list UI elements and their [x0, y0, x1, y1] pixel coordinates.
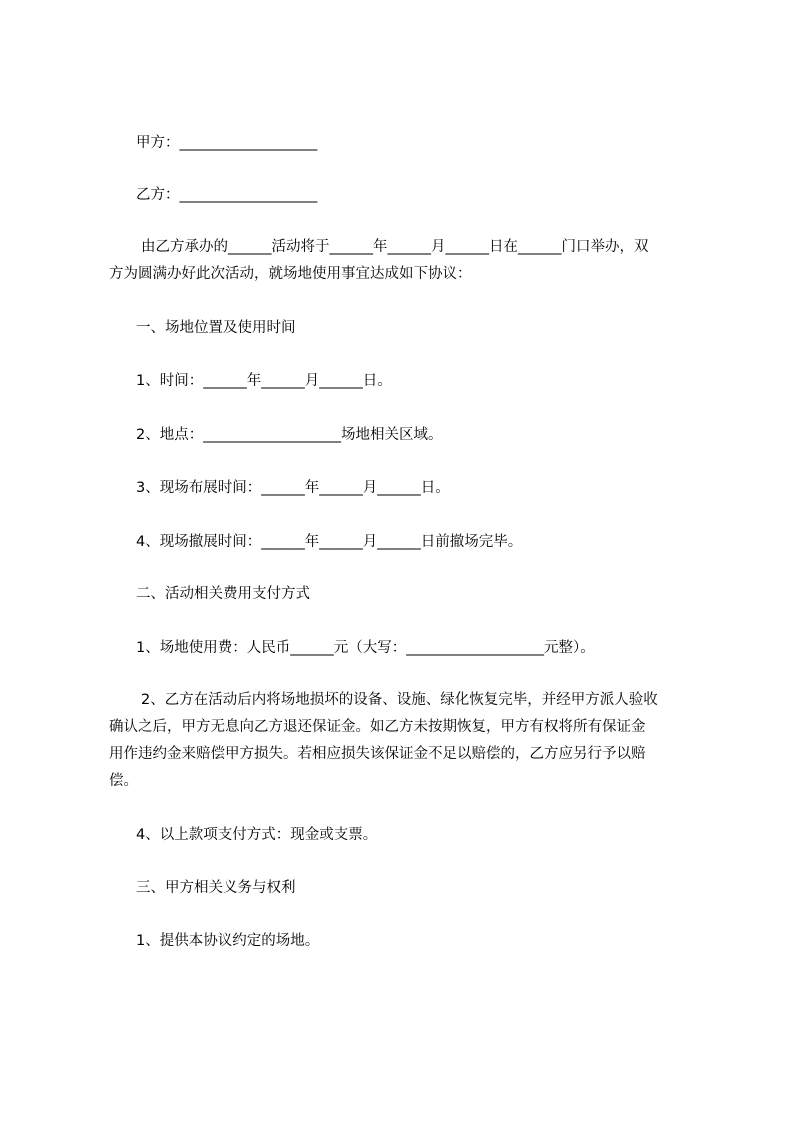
section2-item2-line1: 2、乙方在活动后内将场地损坏的设备、设施、绿化恢复完毕，并经甲方派人验收 — [141, 692, 658, 708]
section1-item3: 3、现场布展时间：______年______月______日。 — [136, 480, 450, 496]
section1-item2: 2、地点：___________________场地相关区域。 — [136, 427, 443, 443]
section2-item1: 1、场地使用费：人民币______元（大写：___________________元整）。 — [136, 640, 595, 656]
intro-line-1: 由乙方承办的______活动将于______年______月______日在______门口举办，双 — [141, 239, 649, 255]
section1-heading: 一、场地位置及使用时间 — [136, 320, 296, 336]
section3-heading: 三、甲方相关义务与权利 — [136, 880, 296, 896]
section1-item1: 1、时间：______年______月______日。 — [136, 373, 392, 389]
section3-item1: 1、提供本协议约定的场地。 — [136, 933, 320, 949]
section2-heading: 二、活动相关费用支付方式 — [136, 586, 310, 602]
section2-item4: 4、以上款项支付方式：现金或支票。 — [136, 827, 378, 843]
party-a-line: 甲方：___________________ — [136, 135, 318, 151]
section2-item2-line2: 确认之后，甲方无息向乙方退还保证金。如乙方未按期恢复，甲方有权将所有保证金 — [109, 719, 646, 735]
section1-item4: 4、现场撤展时间：______年______月______日前撤场完毕。 — [136, 534, 523, 550]
party-b-line: 乙方：___________________ — [136, 187, 318, 203]
section2-item2-line3: 用作违约金来赔偿甲方损失。若相应损失该保证金不足以赔偿的，乙方应另行予以赔 — [109, 746, 646, 762]
intro-line-2: 方为圆满办好此次活动，就场地使用事宜达成如下协议： — [109, 266, 472, 282]
section2-item2-line4: 偿。 — [109, 773, 138, 789]
